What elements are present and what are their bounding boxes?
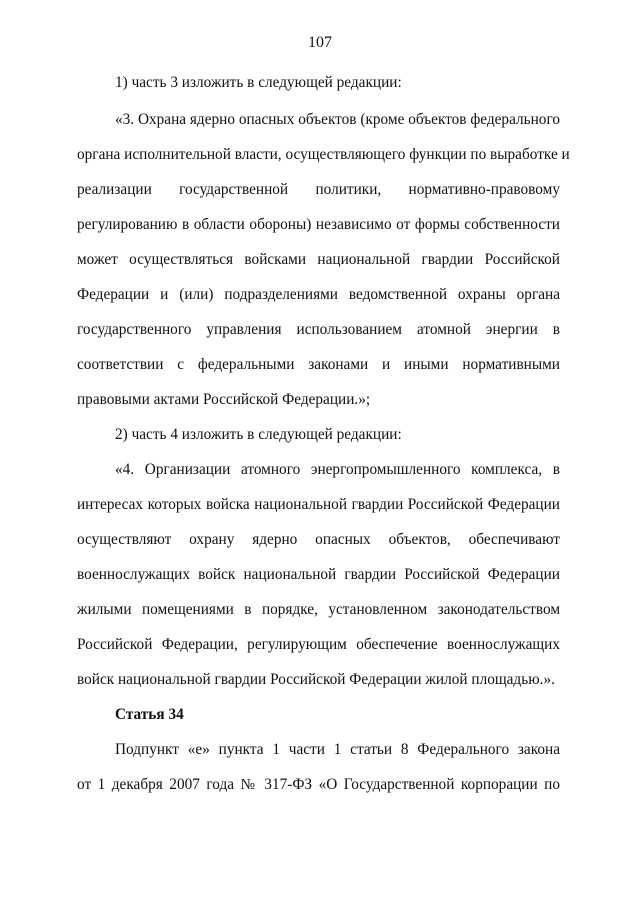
text-line: осуществляют охрану ядерно опасных объектов, обеспечивают: [77, 531, 560, 548]
text-line: регулированию в области обороны) независимо от формы собственности: [77, 216, 560, 233]
text-line: реализации государственной политики, нормативно-правовому: [77, 181, 560, 198]
text-line: от 1 декабря 2007 года № 317-ФЗ «О Государственной корпорации по: [77, 776, 560, 793]
text-line: Российской Федерации, регулирующим обеспечение военнослужащих: [77, 636, 560, 653]
text-line: Подпункт «е» пункта 1 части 1 статьи 8 Федерального закона: [115, 741, 560, 758]
article-heading: Статья 34: [115, 706, 184, 723]
text-line: интересах которых войска национальной гвардии Российской Федерации: [77, 496, 560, 513]
page-number: 107: [308, 34, 332, 51]
text-line: Федерации и (или) подразделениями ведомственной охраны органа: [77, 286, 560, 303]
text-line: соответствии с федеральными законами и иными нормативными: [77, 356, 560, 373]
text-line: правовыми актами Российской Федерации.»;: [77, 391, 371, 408]
item-1-heading: 1) часть 3 изложить в следующей редакции:: [115, 74, 402, 91]
text-line: органа исполнительной власти, осуществляющего функции по выработке и: [77, 146, 570, 163]
text-line: государственного управления использованием атомной энергии в: [77, 321, 560, 338]
text-line: военнослужащих войск национальной гвардии Российской Федерации: [77, 566, 560, 583]
text-line: жилыми помещениями в порядке, установленном законодательством: [77, 601, 560, 618]
item-2-heading: 2) часть 4 изложить в следующей редакции:: [115, 426, 402, 443]
text-line: войск национальной гвардии Российской Федерации жилой площадью.».: [77, 671, 555, 688]
text-line: «3. Охрана ядерно опасных объектов (кроме объектов федерального: [115, 111, 560, 128]
text-line: может осуществляться войсками национальной гвардии Российской: [77, 251, 560, 268]
text-line: «4. Организации атомного энергопромышленного комплекса, в: [115, 461, 560, 478]
